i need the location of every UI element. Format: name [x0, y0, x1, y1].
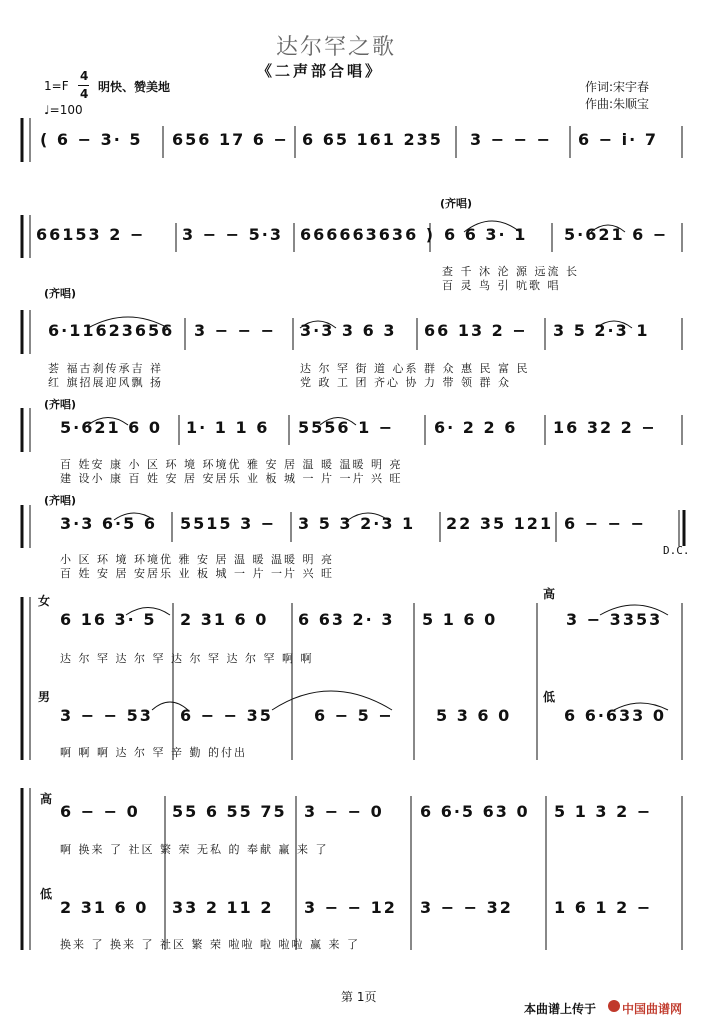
row7-upper-bar1: 6 − − 0 — [60, 802, 140, 821]
row2-bar4: 6 6 3· 1 — [444, 225, 528, 244]
row6-upper-bar2: 2 31 6 0 — [180, 610, 269, 629]
row3-bar1: 6·11623656 — [48, 321, 175, 340]
row1-bar4: 3 − − − — [470, 130, 553, 149]
row5-lyric1: 小 区 环 境 环境优 雅 安 居 温 暖 温暖 明 亮 — [60, 553, 334, 566]
upload-notice: 本曲谱上传于 — [524, 1002, 597, 1016]
score-title: 达尔罕之歌 — [276, 35, 397, 60]
row7-lower-bar2: 33 2 11 2 — [172, 898, 274, 917]
composer-credit: 作曲:朱顺宝 — [585, 97, 650, 111]
lyricist-credit: 作词:宋宇春 — [585, 80, 650, 94]
row3-lyric1-left: 荟 福古刹传承吉 祥 — [48, 362, 163, 375]
row4-bar1: 5·621 6 0 — [60, 418, 163, 437]
time-signature-top: 4 — [80, 69, 89, 83]
row7-lower-bar3: 3 − − 12 — [304, 898, 397, 917]
row2-bar1: 66153 2 − — [36, 225, 146, 244]
row6-lower-bar5: 6 6·633 0 — [564, 706, 667, 725]
row2-unison-mark: (齐唱) — [440, 197, 473, 210]
row5-bar3: 3 5 3 2·3 1 — [298, 514, 416, 533]
row6-upper-bar5: 3 − 3353 — [566, 610, 663, 629]
row2-bar5: 5·621 6 − — [564, 225, 669, 244]
score-subtitle: 《二声部合唱》 — [257, 62, 384, 80]
row3-bar4: 66 13 2 − — [424, 321, 528, 340]
row3-lyric1-right: 达 尔 罕 街 道 心系 群 众 惠 民 富 民 — [300, 362, 530, 375]
metronome-marking: ♩=100 — [44, 103, 83, 117]
row1-bar3: 6 65 161 235 — [302, 130, 443, 149]
row7-lower-bar5: 1 6 1 2 − — [554, 898, 653, 917]
row7-upper-bar5: 5 1 3 2 − — [554, 802, 653, 821]
page-number: 第 1页 — [341, 990, 377, 1004]
row4-unison-mark: (齐唱) — [44, 398, 77, 411]
row7-upper-bar2: 55 6 55 75 — [172, 802, 287, 821]
row1-bar5: 6 − i· 7 — [578, 130, 658, 149]
row6-lower-lyric: 啊 啊 啊 达 尔 罕 辛 勤 的付出 — [60, 746, 247, 759]
row7-lower-lyric: 换来 了 换来 了 社区 繁 荣 啦啦 啦 啦啦 赢 来 了 — [60, 938, 360, 951]
row3-bar5: 3 5 2·3 1 — [553, 321, 650, 340]
row1-bar1: ( 6 − 3· 5 — [40, 130, 143, 149]
row3-lyric2-left: 红 旗招展迎风飘 扬 — [48, 376, 163, 389]
site-logo-icon — [608, 1000, 620, 1012]
row5-bar1: 3·3 6·5 6 — [60, 514, 157, 533]
row2-lyric1: 查 千 沐 沦 源 远流 长 — [442, 265, 579, 278]
row6-male-label: 男 — [38, 690, 51, 704]
row2-bar2: 3 − − 5·3 — [182, 225, 283, 244]
row6-upper-bar1: 6 16 3· 5 — [60, 610, 157, 629]
row2-lyric2: 百 灵 鸟 引 吭歌 唱 — [442, 279, 561, 292]
row5-unison-mark: (齐唱) — [44, 494, 77, 507]
row4-bar3: 5556 1 − — [298, 418, 395, 437]
row4-bar4: 6· 2 2 6 — [434, 418, 518, 437]
row7-upper-bar3: 3 − − 0 — [304, 802, 384, 821]
row6-lower-bar2: 6 − − 35 — [180, 706, 273, 725]
row6-lower-bar1: 3 − − 53 — [60, 706, 153, 725]
row6-upper-bar4: 5 1 6 0 — [422, 610, 498, 629]
row2-bar3: 666663636 ) — [300, 225, 436, 244]
row7-lower-bar4: 3 − − 32 — [420, 898, 513, 917]
row6-high-label: 高 — [543, 587, 556, 601]
row6-female-label: 女 — [38, 594, 51, 608]
row5-lyric2: 百 姓 安 居 安居乐 业 板 城 一 片 一片 兴 旺 — [60, 567, 334, 580]
row6-lower-bar4: 5 3 6 0 — [436, 706, 512, 725]
row4-bar5: 16 32 2 − — [553, 418, 657, 437]
row5-bar4: 22 35 121 — [446, 514, 554, 533]
site-name[interactable]: 中国曲谱网 — [622, 1002, 683, 1016]
row6-upper-lyric: 达 尔 罕 达 尔 罕 达 尔 罕 达 尔 罕 啊 啊 — [60, 652, 314, 665]
row7-upper-lyric: 啊 换来 了 社区 繁 荣 无私 的 奉献 赢 来 了 — [60, 843, 329, 856]
row3-bar2: 3 − − − — [194, 321, 277, 340]
time-signature-bottom: 4 — [80, 87, 89, 101]
row3-bar3: 3·3 3 6 3 — [300, 321, 397, 340]
row6-upper-bar3: 6 63 2· 3 — [298, 610, 395, 629]
row1-bar2: 656 17 6 − — [172, 130, 289, 149]
row4-lyric2: 建 设小 康 百 姓 安 居 安居乐 业 板 城 一 片 一片 兴 旺 — [60, 472, 403, 485]
tempo-marking: 明快、赞美地 — [98, 80, 171, 94]
da-capo-mark: D.C. — [663, 544, 690, 557]
row3-unison-mark: (齐唱) — [44, 287, 77, 300]
row7-upper-bar4: 6 6·5 63 0 — [420, 802, 530, 821]
row3-lyric2-right: 党 政 工 团 齐心 协 力 带 领 群 众 — [300, 376, 511, 389]
row4-bar2: 1· 1 1 6 — [186, 418, 270, 437]
key-signature: 1=F — [44, 79, 69, 93]
row6-low-label: 低 — [543, 690, 556, 704]
row7-low-label: 低 — [40, 887, 53, 901]
row4-lyric1: 百 姓安 康 小 区 环 境 环境优 雅 安 居 温 暖 温暖 明 亮 — [60, 458, 403, 471]
row7-lower-bar1: 2 31 6 0 — [60, 898, 149, 917]
row5-bar5: 6 − − − — [564, 514, 647, 533]
row7-high-label: 高 — [40, 792, 53, 806]
row6-lower-bar3: 6 − 5 − — [314, 706, 394, 725]
row5-bar2: 5515 3 − — [180, 514, 277, 533]
